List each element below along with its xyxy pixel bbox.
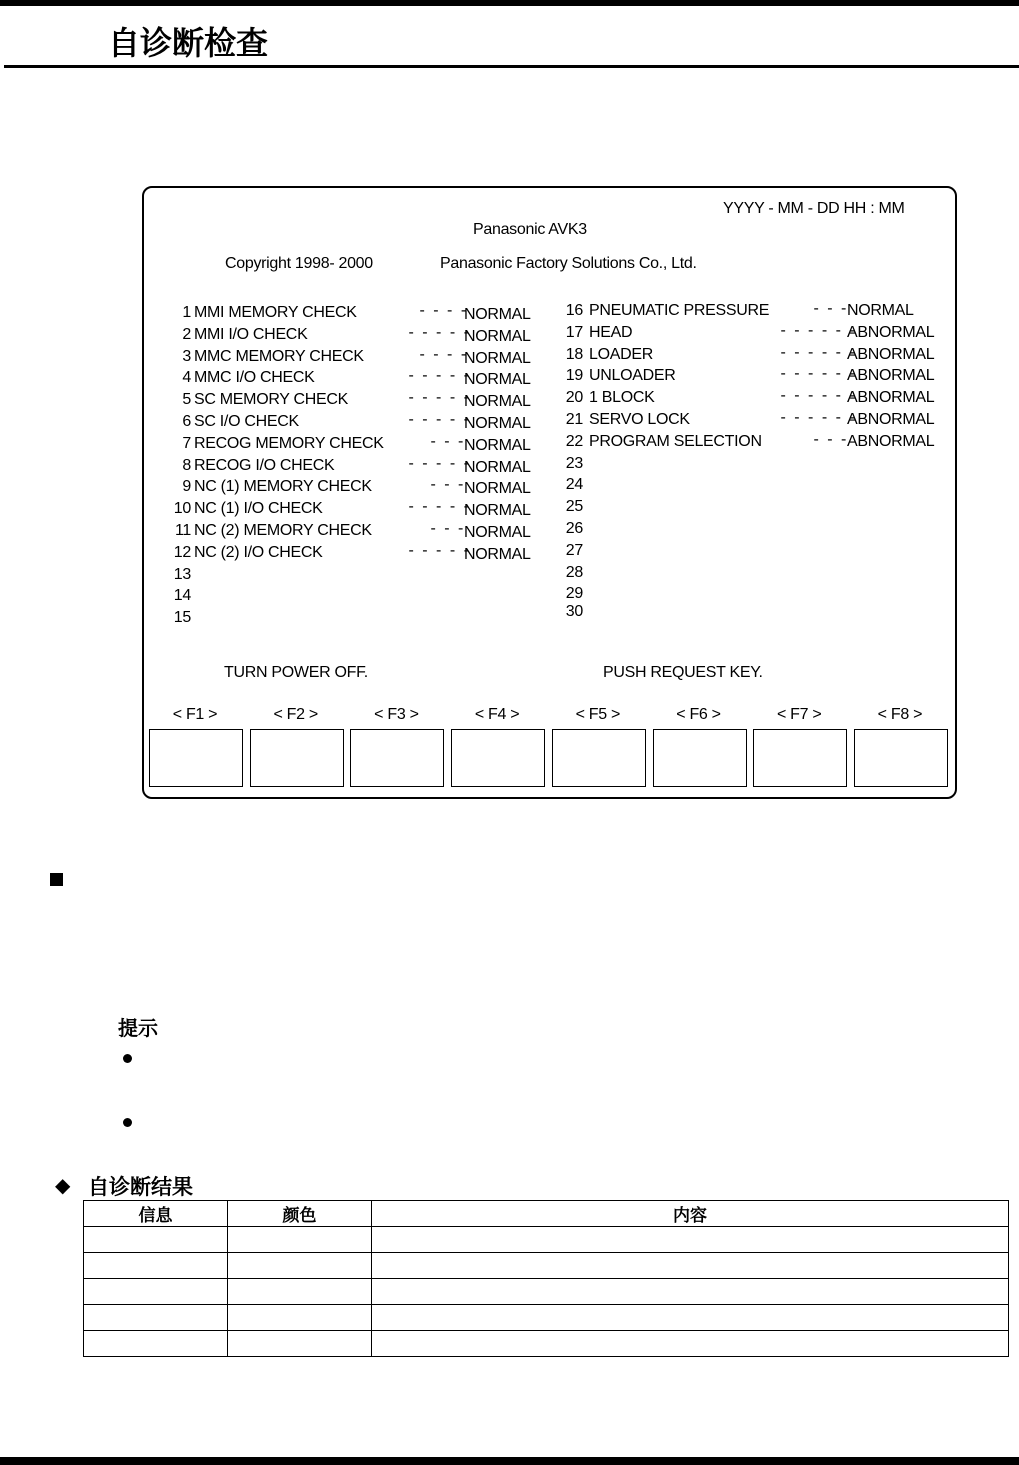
item-status: NORMAL [464,415,531,432]
table-header-row [84,1201,1009,1227]
function-key-label: < F8 > [877,706,923,723]
item-number: 25 [565,498,583,516]
message-right: PUSH REQUEST KEY. [603,664,763,681]
item-name: 1 BLOCK [589,389,655,407]
item-dashes: - - - - - [408,389,471,407]
bullet-icon [123,1054,132,1063]
item-number: 12 [173,543,191,561]
item-number: 27 [565,541,583,559]
item-name: RECOG I/O CHECK [194,456,335,474]
table-cell [372,1279,1009,1305]
table-cell [228,1331,372,1357]
function-key-2-button[interactable] [250,729,344,787]
function-key-3-button[interactable] [350,729,444,787]
table-cell [372,1305,1009,1331]
table-cell [228,1227,372,1253]
item-number: 20 [565,389,583,407]
item-status: ABNORMAL [847,345,935,363]
table-cell [372,1227,1009,1253]
item-dashes: - - - - - [408,498,471,516]
item-dashes: - - - - - - [780,321,857,339]
item-status: ABNORMAL [847,367,935,385]
item-number: 15 [173,609,191,627]
item-status: NORMAL [464,480,531,498]
item-name: MMC I/O CHECK [194,369,315,387]
item-number: 29 [565,585,583,603]
item-number: 24 [565,476,583,494]
message-left: TURN POWER OFF. [224,664,368,681]
function-key-5-button[interactable] [552,729,646,787]
item-status: NORMAL [464,502,531,520]
item-dashes: - - - [430,432,466,450]
header-info: 信息 [84,1201,228,1227]
item-status: NORMAL [464,306,531,323]
item-number: 26 [565,520,583,537]
function-key-label: < F6 > [676,706,721,723]
item-number: 22 [565,432,583,450]
item-number: 6 [182,413,191,430]
item-number: 11 [174,522,191,539]
square-bullet-icon [50,873,63,886]
diamond-icon: ◆ [55,1175,71,1197]
table-row [84,1331,1009,1357]
item-name: HEAD [589,323,633,341]
item-status: NORMAL [847,302,914,319]
item-status: ABNORMAL [847,389,935,407]
item-name: NC (2) I/O CHECK [194,543,323,561]
item-dashes: - - - [813,430,849,448]
table-cell [84,1305,228,1331]
item-number: 28 [565,563,583,581]
table-cell [228,1279,372,1305]
title-rule [4,65,1019,68]
table-cell [84,1227,228,1253]
table-row [84,1227,1009,1253]
item-status: NORMAL [464,371,531,389]
company: Panasonic Factory Solutions Co., Ltd. [440,255,697,272]
item-dashes: - - - - - [408,411,471,428]
header-content: 内容 [372,1201,1009,1227]
results-table [83,1200,1009,1357]
item-name: SC MEMORY CHECK [194,391,349,409]
item-status: ABNORMAL [847,411,935,428]
function-key-1-button[interactable] [149,729,243,787]
table-cell [228,1305,372,1331]
function-key-label: < F4 > [474,706,520,723]
function-key-label: < F2 > [273,706,318,723]
item-name: PNEUMATIC PRESSURE [589,302,770,319]
item-number: 16 [565,302,583,319]
item-number: 1 [182,304,191,321]
results-title: 自诊断结果 [88,1175,193,1199]
item-number: 2 [182,325,191,343]
item-status: NORMAL [464,393,531,411]
hint-title: 提示 [118,1016,158,1040]
bottom-rule [0,1457,1019,1465]
item-number: 5 [182,391,191,409]
table-cell [228,1253,372,1279]
item-number: 4 [182,369,191,387]
item-dashes: - - - - - [408,541,471,559]
item-name: MMI MEMORY CHECK [194,304,357,321]
item-dashes: - - - - - [408,454,471,472]
product-name: Panasonic AVK3 [473,221,587,238]
item-number: 10 [173,500,191,518]
item-name: RECOG MEMORY CHECK [194,434,384,452]
function-key-4-button[interactable] [451,729,545,787]
item-name: UNLOADER [589,367,676,385]
item-number: 17 [565,323,583,341]
item-name: NC (1) I/O CHECK [194,500,323,518]
function-key-label: < F1 > [172,706,218,723]
item-dashes: - - - - - - [780,387,857,405]
item-name: PROGRAM SELECTION [589,432,762,450]
item-number: 7 [182,434,191,452]
item-status: NORMAL [464,458,531,476]
item-name: MMI I/O CHECK [194,325,308,343]
item-number: 21 [565,411,583,428]
item-dashes: - - - [430,476,466,494]
function-key-7-button[interactable] [753,729,847,787]
item-name: SERVO LOCK [589,411,690,428]
item-status: NORMAL [464,436,531,454]
table-row [84,1279,1009,1305]
table-cell [84,1331,228,1357]
item-number: 30 [565,603,583,621]
top-rule [0,0,1019,6]
function-key-label: < F5 > [575,706,621,723]
function-key-label: < F7 > [776,706,822,723]
table-row [84,1253,1009,1279]
item-dashes: - - - - - - [780,365,857,383]
datetime: YYYY - MM - DD HH : MM [723,200,905,217]
item-name: NC (1) MEMORY CHECK [194,478,372,496]
item-status: NORMAL [464,349,531,367]
function-key-6-button[interactable] [653,729,747,787]
table-cell [84,1253,228,1279]
table-row [84,1305,1009,1331]
item-dashes: - - - - - [408,323,471,341]
item-number: 9 [182,478,191,496]
item-number: 14 [173,587,191,605]
item-status: NORMAL [464,545,531,563]
table-cell [372,1253,1009,1279]
item-dashes: - - - - - - [780,343,857,361]
item-dashes: - - - - [419,302,469,319]
page-title: 自诊断检查 [108,24,269,62]
item-number: 8 [182,456,191,474]
table-cell [372,1331,1009,1357]
bullet-icon [123,1118,132,1127]
item-number: 19 [565,367,583,385]
item-name: NC (2) MEMORY CHECK [194,522,372,539]
item-dashes: - - - [813,300,849,317]
item-dashes: - - - - - - [780,409,857,426]
copyright: Copyright 1998- 2000 [225,255,373,272]
item-status: NORMAL [464,327,531,345]
item-status: ABNORMAL [847,432,935,450]
item-dashes: - - - - - [408,367,471,385]
item-number: 13 [173,565,191,583]
function-key-label: < F3 > [374,706,419,723]
item-number: 23 [565,454,583,472]
item-number: 3 [182,347,191,365]
header-color: 颜色 [228,1201,372,1227]
item-status: NORMAL [464,524,531,541]
item-name: SC I/O CHECK [194,413,299,430]
function-key-8-button[interactable] [854,729,948,787]
item-status: ABNORMAL [847,323,935,341]
item-name: LOADER [589,345,653,363]
item-name: MMC MEMORY CHECK [194,347,364,365]
item-dashes: - - - - [419,345,469,363]
table-cell [84,1279,228,1305]
item-number: 18 [565,345,583,363]
item-dashes: - - - [430,520,466,537]
